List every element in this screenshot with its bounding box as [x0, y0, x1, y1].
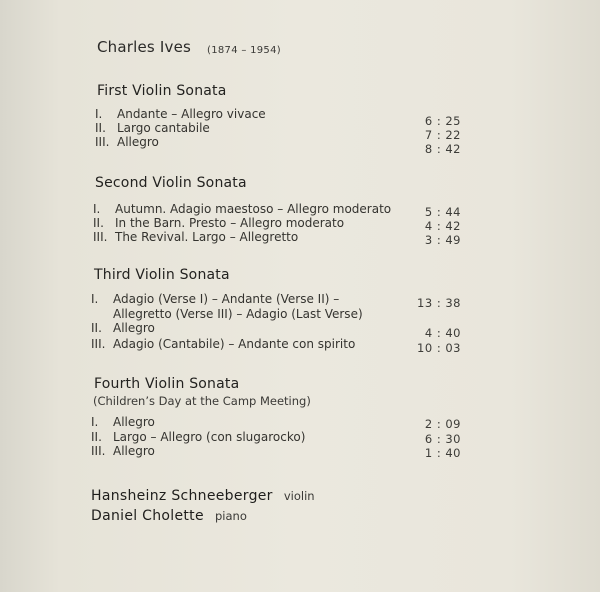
movement-4-3 — [91, 444, 155, 458]
sonata-title-4: Fourth Violin Sonata — [94, 376, 240, 392]
movement-number: I. — [91, 415, 99, 429]
movement-1-3 — [95, 135, 159, 149]
movement-number: II. — [93, 216, 104, 230]
movement-number: I. — [95, 107, 103, 121]
movement-number: III. — [95, 135, 110, 149]
movement-3-1-cont — [91, 307, 363, 321]
movement-number: III. — [91, 337, 106, 351]
duration-4-3: 1 : 40 — [424, 446, 461, 460]
movement-number: II. — [95, 121, 106, 135]
sonata-title-1: First Violin Sonata — [97, 83, 227, 99]
duration-2-3: 3 : 49 — [424, 233, 461, 247]
composer-name: Charles Ives — [97, 38, 192, 56]
movement-text: Allegro — [113, 321, 155, 335]
movement-text: Adagio (Verse I) – Andante (Verse II) – — [113, 292, 340, 306]
movement-number: I. — [91, 292, 99, 306]
movement-number: III. — [93, 230, 108, 244]
performer-instrument: piano — [214, 509, 247, 523]
sonata-subtitle-4: (Children’s Day at the Camp Meeting) — [93, 394, 311, 408]
duration-3-3: 10 : 03 — [417, 341, 461, 355]
duration-4-1: 2 : 09 — [424, 417, 461, 431]
duration-2-1: 5 : 44 — [424, 205, 461, 219]
movement-text: The Revival. Largo – Allegretto — [115, 230, 299, 244]
movement-text: Allegro — [113, 415, 155, 429]
duration-2-2: 4 : 42 — [424, 219, 461, 233]
movement-text: Allegretto (Verse III) – Adagio (Last Verse) — [113, 307, 363, 321]
sonata-title-3: Third Violin Sonata — [94, 267, 230, 283]
performer-name: Daniel Cholette — [91, 508, 204, 524]
movement-text: Allegro — [113, 444, 155, 458]
duration-1-1: 6 : 25 — [424, 114, 461, 128]
performer-name: Hansheinz Schneeberger — [91, 488, 273, 504]
movement-text: Allegro — [117, 135, 159, 149]
movement-4-2 — [91, 430, 305, 444]
duration-1-2: 7 : 22 — [424, 128, 461, 142]
duration-3-2: 4 : 40 — [424, 326, 461, 340]
duration-3-1: 13 : 38 — [417, 296, 461, 310]
movement-1-1 — [95, 107, 266, 121]
performer-instrument: violin — [283, 489, 315, 503]
movement-3-1 — [91, 292, 339, 306]
movement-3-3 — [91, 337, 355, 351]
movement-text: In the Barn. Presto – Allegro moderato — [115, 216, 345, 230]
composer-dates: (1874 – 1954) — [207, 45, 281, 56]
duration-4-2: 6 : 30 — [424, 432, 461, 446]
movement-text: Largo cantabile — [117, 121, 210, 135]
duration-1-3: 8 : 42 — [424, 142, 461, 156]
movement-text: Autumn. Adagio maestoso – Allegro moderato — [115, 202, 392, 216]
movement-text: Largo – Allegro (con slugarocko) — [113, 430, 306, 444]
sonata-title-2: Second Violin Sonata — [95, 175, 247, 191]
movement-2-1 — [93, 202, 391, 216]
movement-number: II. — [91, 321, 102, 335]
performer-1 — [91, 485, 315, 504]
movement-number: III. — [91, 444, 106, 458]
movement-2-2 — [93, 216, 344, 230]
movement-text: Adagio (Cantabile) – Andante con spirito — [113, 337, 356, 351]
movement-number: I. — [93, 202, 101, 216]
movement-1-2 — [95, 121, 210, 135]
movement-text: Andante – Allegro vivace — [117, 107, 266, 121]
performer-2 — [91, 505, 247, 524]
movement-number: II. — [91, 430, 102, 444]
movement-2-3 — [93, 230, 298, 244]
movement-4-1 — [91, 415, 155, 429]
movement-3-2 — [91, 321, 155, 335]
